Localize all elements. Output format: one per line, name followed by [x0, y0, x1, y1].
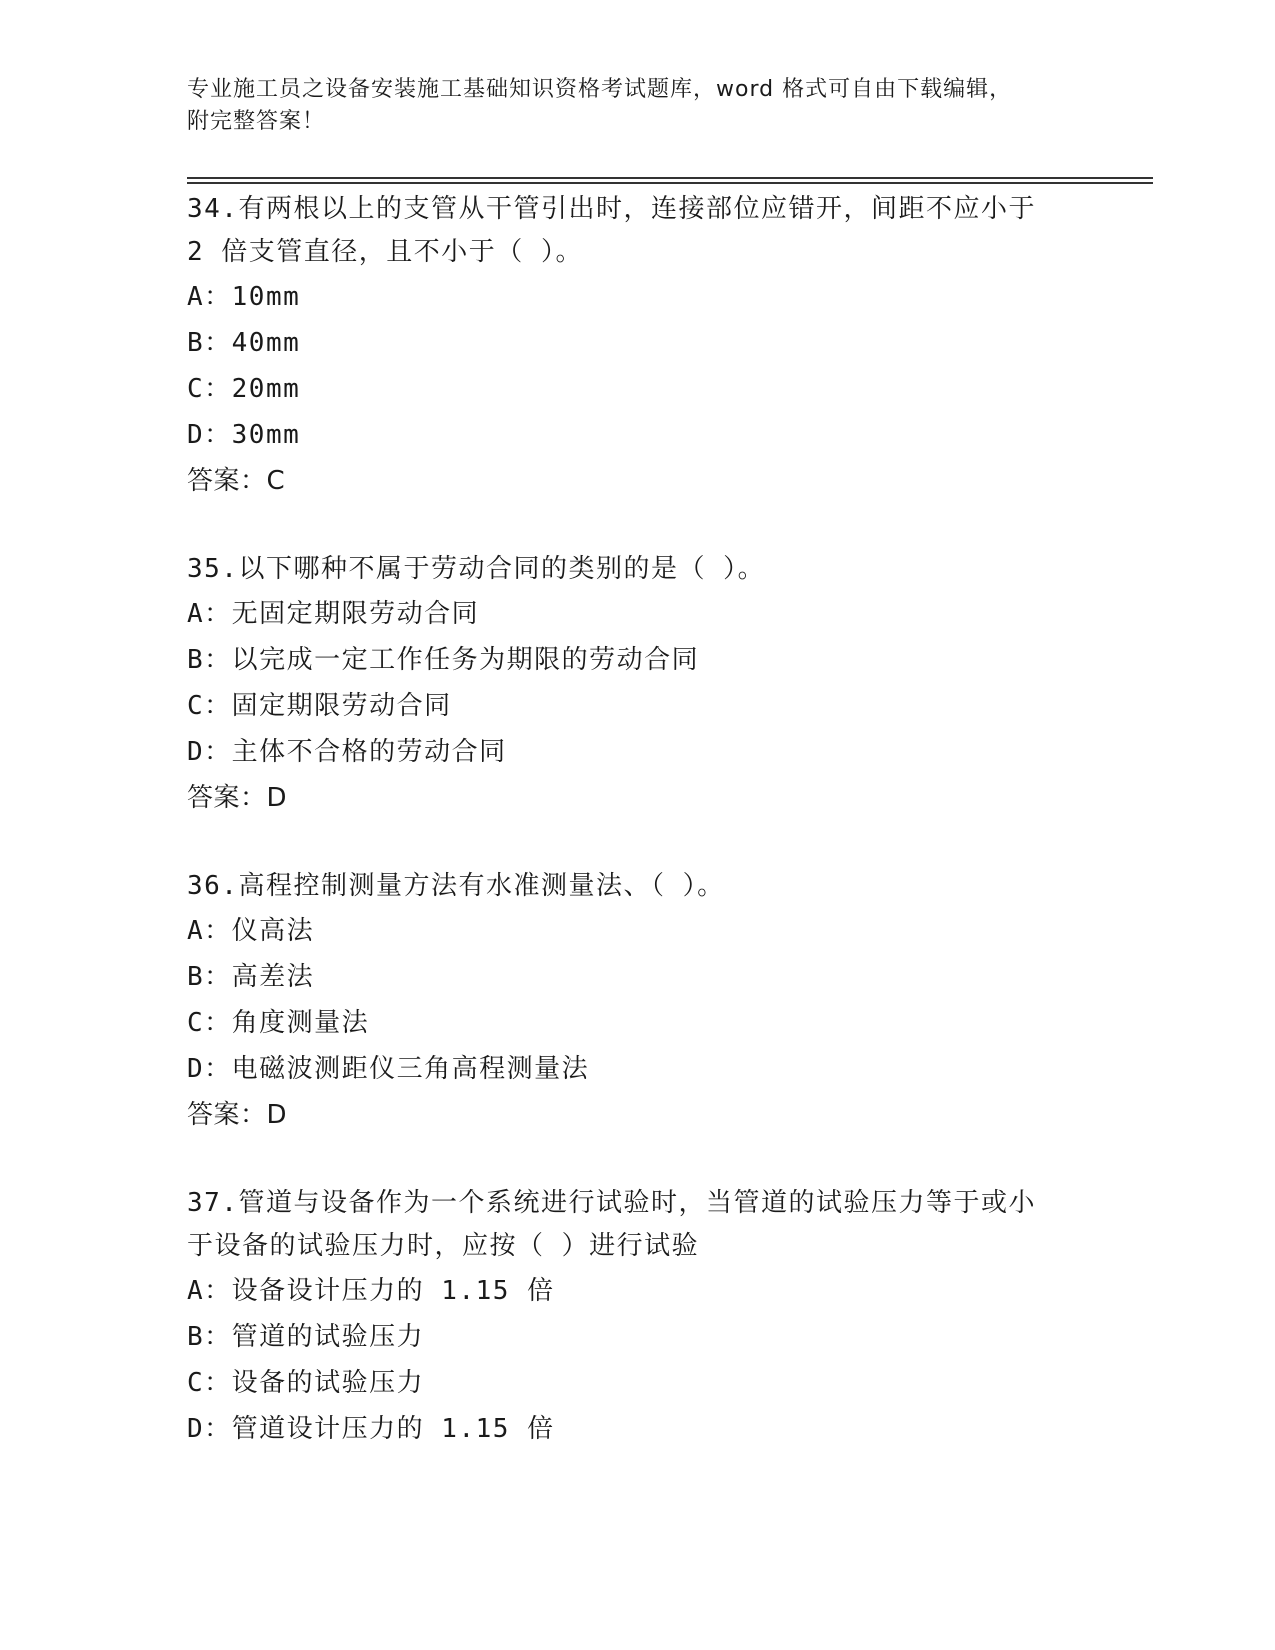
option-c: C：角度测量法 [187, 1008, 370, 1038]
header-line-2: 附完整答案！ [187, 109, 326, 134]
option-d: D：30mm [187, 420, 301, 450]
option-a: A：设备设计压力的 1.15 倍 [187, 1276, 555, 1306]
option-a: A：仪高法 [187, 916, 315, 946]
header-divider-bottom [187, 182, 1153, 184]
header-line-1: 专业施工员之设备安装施工基础知识资格考试题库，word 格式可自由下载编辑， [187, 77, 1013, 102]
question-list [187, 188, 1127, 1452]
question-stem-line: 2 倍支管直径，且不小于（ ）。 [187, 237, 583, 267]
answer-line: 答案：D [187, 783, 288, 813]
answer-line: 答案：D [187, 1100, 288, 1130]
option-c: C：20mm [187, 374, 301, 404]
option-b: B：40mm [187, 328, 301, 358]
option-d: D：电磁波测距仪三角高程测量法 [187, 1054, 590, 1084]
option-b: B：高差法 [187, 962, 315, 992]
question-stem-line: 于设备的试验压力时，应按（ ）进行试验 [187, 1231, 700, 1261]
option-a: A：10mm [187, 282, 301, 312]
option-d: D：管道设计压力的 1.15 倍 [187, 1414, 555, 1444]
option-b: B：管道的试验压力 [187, 1322, 425, 1352]
option-a: A：无固定期限劳动合同 [187, 599, 480, 629]
question-37 [187, 1182, 1127, 1452]
question-stem-line: 34.有两根以上的支管从干管引出时，连接部位应错开，间距不应小于 [187, 194, 1036, 224]
question-34 [187, 188, 1127, 504]
answer-line: 答案：C [187, 466, 286, 496]
question-35 [187, 548, 1127, 821]
document-header [187, 74, 1067, 138]
question-stem-line: 35.以下哪种不属于劳动合同的类别的是（ ）。 [187, 554, 766, 584]
option-b: B：以完成一定工作任务为期限的劳动合同 [187, 645, 700, 675]
option-c: C：固定期限劳动合同 [187, 691, 452, 721]
option-d: D：主体不合格的劳动合同 [187, 737, 507, 767]
question-stem-line: 36.高程控制测量方法有水准测量法、（ ）。 [187, 871, 725, 901]
header-divider-top [187, 177, 1153, 179]
question-36 [187, 865, 1127, 1138]
option-c: C：设备的试验压力 [187, 1368, 425, 1398]
question-stem-line: 37.管道与设备作为一个系统进行试验时，当管道的试验压力等于或小 [187, 1188, 1036, 1218]
